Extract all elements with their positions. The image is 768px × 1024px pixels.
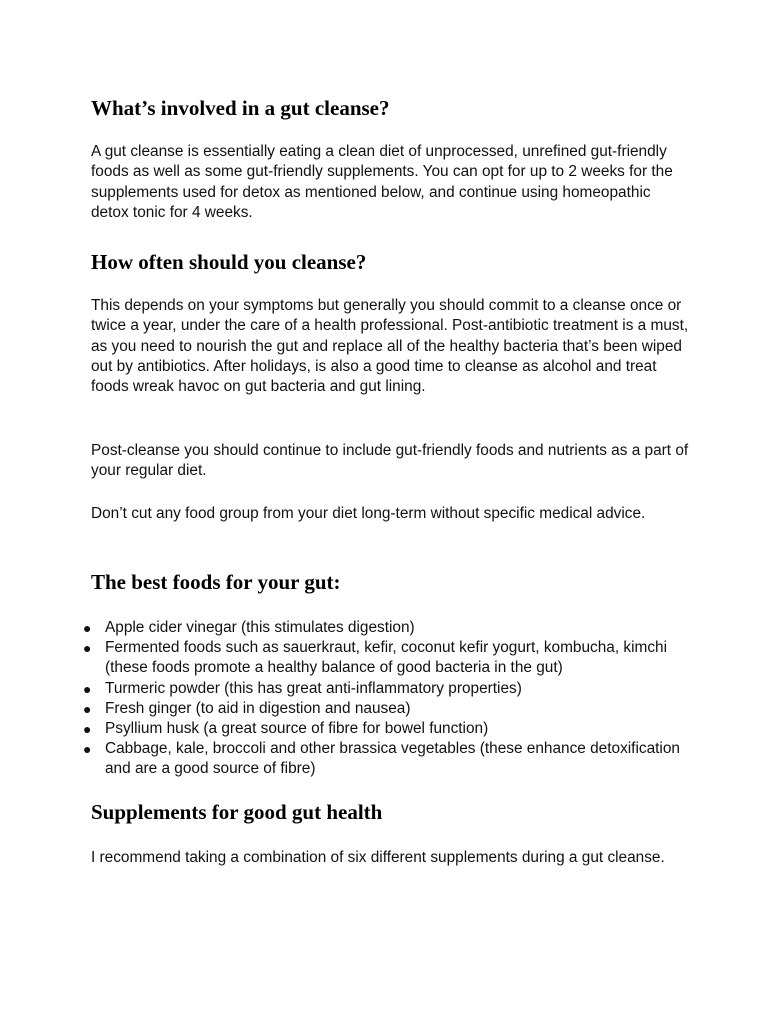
list-item bbox=[80, 719, 690, 739]
bullet-icon: ● bbox=[83, 700, 92, 717]
paragraph-post-cleanse: Post-cleanse you should continue to include gut-friendly foods and nutrients as a part of your regular diet. bbox=[91, 442, 689, 480]
list-item-text: Cabbage, kale, broccoli and other brassica vegetables (these enhance detoxification and are a good source of fibre) bbox=[105, 740, 680, 778]
paragraph-gut-cleanse-intro: A gut cleanse is essentially eating a clean diet of unprocessed, unrefined gut-friendly foods as well as some gut-friendly supplements. You can opt for up to 2 weeks for the supplements used for detox as mentioned below, and continue using homeopathic detox tonic for 4 weeks. bbox=[91, 143, 673, 221]
bullet-icon: ● bbox=[83, 680, 92, 697]
list-item bbox=[80, 638, 690, 678]
list-item bbox=[80, 739, 690, 779]
heading-supplements: Supplements for good gut health bbox=[91, 800, 383, 824]
paragraph-dont-cut: Don’t cut any food group from your diet long-term without specific medical advice. bbox=[91, 505, 646, 522]
heading-how-often: How often should you cleanse? bbox=[91, 250, 367, 274]
paragraph-supplements: I recommend taking a combination of six different supplements during a gut cleanse. bbox=[91, 849, 665, 866]
heading-best-foods: The best foods for your gut: bbox=[91, 570, 341, 594]
list-item-text: Fermented foods such as sauerkraut, kefir, coconut kefir yogurt, kombucha, kimchi (these foods promote a healthy balance of good bacteria in the gut) bbox=[105, 639, 668, 677]
best-foods-list bbox=[80, 618, 690, 780]
bullet-icon: ● bbox=[83, 741, 92, 758]
bullet-icon: ● bbox=[83, 721, 92, 738]
list-item-text: Psyllium husk (a great source of fibre for bowel function) bbox=[105, 720, 489, 738]
list-item bbox=[80, 618, 690, 638]
list-item-text: Fresh ginger (to aid in digestion and nausea) bbox=[105, 699, 411, 717]
bullet-icon: ● bbox=[83, 620, 92, 636]
list-item bbox=[80, 679, 690, 699]
bullet-icon: ● bbox=[83, 640, 92, 657]
heading-gut-cleanse: What’s involved in a gut cleanse? bbox=[91, 96, 390, 120]
list-item bbox=[80, 699, 690, 719]
list-item-text: Turmeric powder (this has great anti-inflammatory properties) bbox=[105, 679, 522, 697]
list-item-text: Apple cider vinegar (this stimulates digestion) bbox=[105, 619, 415, 636]
paragraph-how-often-symptoms: This depends on your symptoms but generally you should commit to a cleanse once or twice a year, under the care of a health professional. Post-antibiotic treatment is a must, as you need to nourish the gut and replace all of the healthy bacteria that’s been wiped out by antibiotics. After holidays, is also a good time to cleanse as alcohol and treat foods wreak havoc on gut bacteria and gut lining. bbox=[91, 297, 689, 396]
